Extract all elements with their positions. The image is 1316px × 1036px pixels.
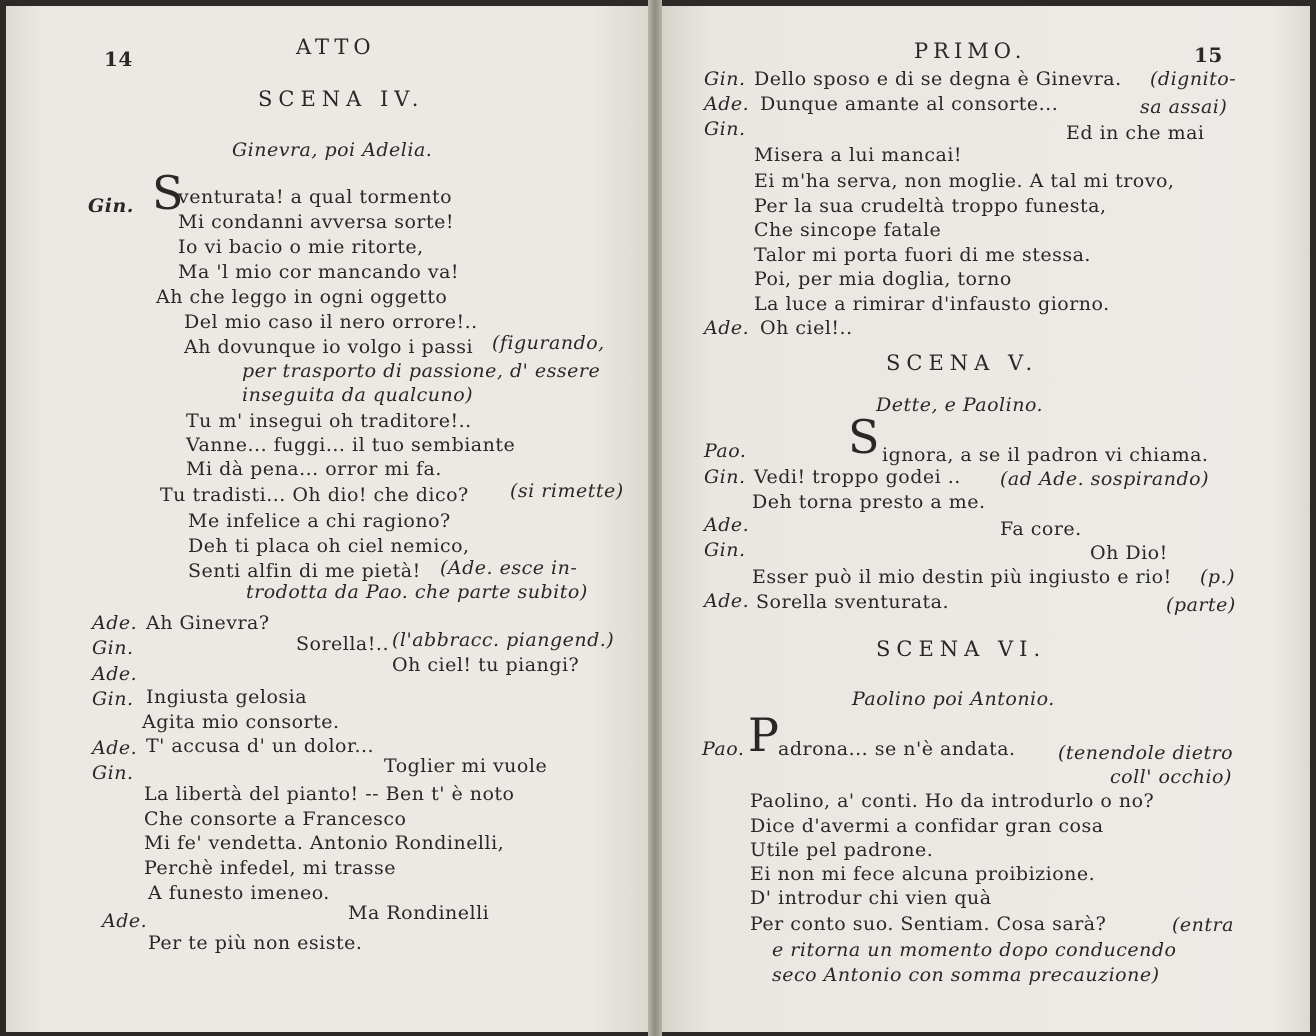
scene-title: SCENA V. bbox=[886, 351, 1039, 375]
stage-direction: (entra bbox=[1172, 914, 1234, 936]
verse-line: Del mio caso il nero orrore!.. bbox=[184, 311, 478, 333]
verse-line: Deh torna presto a me. bbox=[752, 491, 986, 513]
stage-direction: trodotta da Pao. che parte subito) bbox=[246, 581, 588, 603]
verse-line: Per conto suo. Sentiam. Cosa sarà? bbox=[750, 913, 1107, 935]
book-gutter bbox=[648, 0, 662, 1036]
verse-line: Ma Rondinelli bbox=[348, 902, 490, 924]
verse-line: Mi condanni avversa sorte! bbox=[178, 211, 454, 233]
verse-line: venturata! a qual tormento bbox=[178, 186, 453, 208]
verse-line: Perchè infedel, mi trasse bbox=[144, 857, 396, 879]
scene-characters: Dette, e Paolino. bbox=[876, 394, 1044, 416]
verse-line: A funesto imeneo. bbox=[148, 882, 330, 904]
verse-line: Tu m' insegui oh traditore!.. bbox=[186, 410, 472, 432]
drop-cap: P bbox=[748, 708, 779, 762]
speaker-label: Gin. bbox=[92, 762, 134, 784]
stage-direction: (tenendole dietro bbox=[1058, 742, 1234, 764]
speaker-label: Ade. bbox=[92, 612, 138, 634]
verse-line: Paolino, a' conti. Ho da introdurlo o no? bbox=[750, 790, 1155, 812]
speaker-label: Ade. bbox=[704, 590, 750, 612]
verse-line: Ei non mi fece alcuna proibizione. bbox=[750, 863, 1096, 885]
page-number-left: 14 bbox=[104, 47, 133, 71]
verse-line: Senti alfin di me pietà! bbox=[188, 560, 421, 582]
verse-line: Dello sposo e di se degna è Ginevra. bbox=[754, 68, 1122, 90]
stage-direction: e ritorna un momento dopo conducendo bbox=[772, 939, 1177, 961]
verse-line: Oh Dio! bbox=[1090, 542, 1168, 564]
scene-title: SCENA VI. bbox=[876, 637, 1047, 661]
stage-direction: (parte) bbox=[1166, 594, 1236, 616]
verse-line: Mi dà pena... orror mi fa. bbox=[186, 458, 442, 480]
speaker-label: Ade. bbox=[704, 514, 750, 536]
verse-line: Poi, per mia doglia, torno bbox=[754, 268, 1012, 290]
verse-line: ignora, a se il padron vi chiama. bbox=[882, 444, 1209, 466]
stage-direction: (ad Ade. sospirando) bbox=[1000, 468, 1209, 490]
speaker-label: Ade. bbox=[704, 93, 750, 115]
scene-characters: Ginevra, poi Adelia. bbox=[232, 139, 433, 161]
verse-line: Agita mio consorte. bbox=[142, 711, 340, 733]
verse-line: La luce a rimirar d'infausto giorno. bbox=[754, 293, 1110, 315]
speaker-label: Gin. bbox=[88, 195, 134, 217]
verse-line: Per la sua crudeltà troppo funesta, bbox=[754, 195, 1107, 217]
stage-direction: sa assai) bbox=[1140, 96, 1228, 118]
running-head-left: ATTO bbox=[296, 35, 376, 59]
stage-direction: coll' occhio) bbox=[1110, 766, 1232, 788]
stage-direction: (Ade. esce in- bbox=[440, 557, 578, 579]
stage-direction: (l'abbracc. piangend.) bbox=[392, 629, 615, 651]
verse-line: Vanne... fuggi... il tuo sembiante bbox=[186, 434, 516, 456]
stage-direction: per trasporto di passione, d' essere bbox=[242, 360, 601, 382]
verse-line: Ah che leggo in ogni oggetto bbox=[156, 286, 448, 308]
verse-line: Ah Ginevra? bbox=[146, 612, 270, 634]
verse-line: Che sincope fatale bbox=[754, 219, 942, 241]
verse-line: Io vi bacio o mie ritorte, bbox=[178, 236, 424, 258]
stage-direction: (p.) bbox=[1200, 566, 1236, 588]
verse-line: Ei m'ha serva, non moglie. A tal mi trovo, bbox=[754, 170, 1175, 192]
verse-line: Per te più non esiste. bbox=[148, 932, 363, 954]
verse-line: Esser può il mio destin più ingiusto e rio! bbox=[752, 566, 1172, 588]
verse-line: D' introdur chi vien quà bbox=[750, 887, 992, 909]
verse-line: Talor mi porta fuori di me stessa. bbox=[754, 244, 1091, 266]
scene-characters: Paolino poi Antonio. bbox=[852, 688, 1055, 710]
speaker-label: Gin. bbox=[704, 118, 746, 140]
stage-direction: (si rimette) bbox=[510, 480, 624, 502]
speaker-label: Gin. bbox=[704, 466, 746, 488]
verse-line: Toglier mi vuole bbox=[384, 755, 548, 777]
drop-cap: S bbox=[848, 410, 880, 464]
speaker-label: Gin. bbox=[704, 539, 746, 561]
speaker-label: Pao. bbox=[704, 440, 747, 462]
verse-line: Dunque amante al consorte... bbox=[760, 93, 1059, 115]
verse-line: Ma 'l mio cor mancando va! bbox=[178, 261, 460, 283]
verse-line: T' accusa d' un dolor... bbox=[146, 735, 375, 757]
verse-line: Deh ti placa oh ciel nemico, bbox=[188, 535, 470, 557]
verse-line: Utile pel padrone. bbox=[750, 839, 934, 861]
verse-line: Misera a lui mancai! bbox=[754, 144, 963, 166]
verse-line: Me infelice a chi ragiono? bbox=[188, 510, 451, 532]
verse-line: Ah dovunque io volgo i passi bbox=[184, 336, 474, 358]
verse-line: Mi fe' vendetta. Antonio Rondinelli, bbox=[144, 832, 505, 854]
running-head-right: PRIMO. bbox=[914, 39, 1027, 63]
verse-line: Tu tradisti... Oh dio! che dico? bbox=[160, 484, 469, 506]
stage-direction: inseguita da qualcuno) bbox=[242, 384, 474, 406]
stage-direction: (figurando, bbox=[492, 332, 605, 354]
speaker-label: Gin. bbox=[92, 688, 134, 710]
speaker-label: Ade. bbox=[102, 910, 148, 932]
speaker-label: Ade. bbox=[92, 663, 138, 685]
page-number-right: 15 bbox=[1194, 43, 1223, 67]
speaker-label: Ade. bbox=[704, 317, 750, 339]
verse-line: Che consorte a Francesco bbox=[144, 808, 407, 830]
speaker-label: Gin. bbox=[704, 68, 746, 90]
speaker-label: Gin. bbox=[92, 637, 134, 659]
drop-cap: S bbox=[152, 166, 184, 220]
verse-line: Fa core. bbox=[1000, 518, 1082, 540]
stage-direction: seco Antonio con somma precauzione) bbox=[772, 964, 1160, 986]
stage-direction: (dignito- bbox=[1150, 68, 1237, 90]
speaker-label: Ade. bbox=[92, 737, 138, 759]
verse-line: adrona... se n'è andata. bbox=[778, 738, 1016, 760]
speaker-label: Pao. bbox=[702, 738, 745, 760]
verse-line: Vedi! troppo godei .. bbox=[754, 466, 961, 488]
verse-line: La libertà del pianto! -- Ben t' è noto bbox=[144, 783, 515, 805]
verse-line: Ed in che mai bbox=[1066, 122, 1205, 144]
verse-line: Ingiusta gelosia bbox=[146, 686, 308, 708]
verse-line: Sorella!.. bbox=[296, 633, 389, 655]
scene-title: SCENA IV. bbox=[258, 87, 425, 111]
verse-line: Oh ciel!.. bbox=[760, 317, 853, 339]
verse-line: Oh ciel! tu piangi? bbox=[392, 654, 580, 676]
verse-line: Sorella sventurata. bbox=[756, 591, 950, 613]
verse-line: Dice d'avermi a confidar gran cosa bbox=[750, 815, 1104, 837]
